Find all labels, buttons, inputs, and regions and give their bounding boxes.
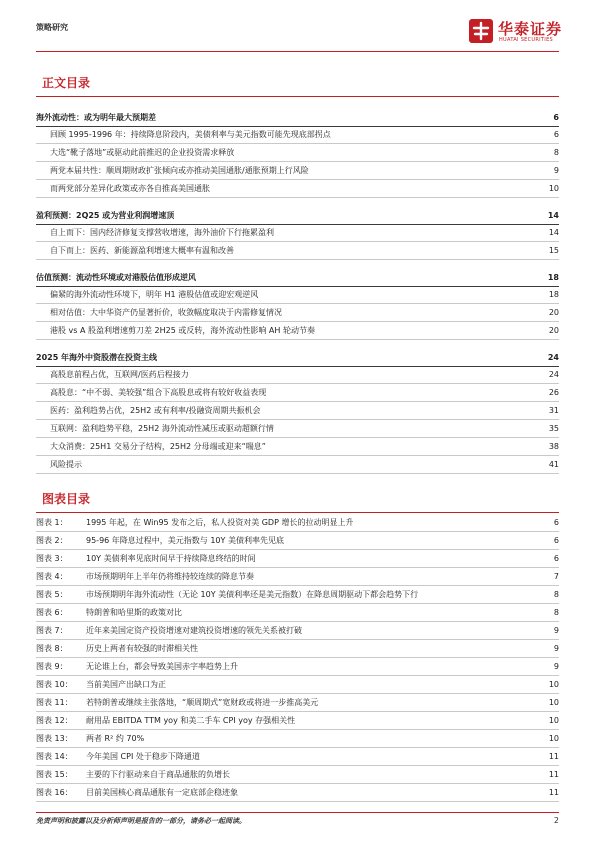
figure-list-row[interactable]	[36, 549, 559, 568]
toc-entry-text: 大选“靴子落地”或驱动此前推迟的企业投资需求释放	[50, 148, 235, 157]
toc-subsection-row[interactable]	[36, 402, 559, 420]
figure-list-row[interactable]	[36, 531, 559, 550]
figure-list-row[interactable]	[36, 783, 559, 802]
figure-list-row[interactable]	[36, 513, 559, 532]
figure-caption: 1995 年起，在 Win95 发布之后，私人投资对美 GDP 增长的拉动明显上升	[86, 517, 354, 527]
toc-entry-page: 24	[547, 352, 559, 362]
toc-entry-page: 31	[548, 406, 559, 415]
figure-list-row[interactable]	[36, 567, 559, 586]
toc-subsection-row[interactable]	[36, 420, 559, 438]
figure-page: 7	[553, 571, 559, 581]
figure-caption: 10Y 美债利率见底时间早于持续降息终结的时间	[86, 553, 256, 563]
figure-page: 9	[553, 625, 559, 635]
toc-entry-text: 而两党部分差异化政策或亦各自推高美国通胀	[50, 184, 210, 193]
toc-entry-text: 2025 年海外中资股潜在投资主线	[36, 352, 158, 362]
toc-entry-page: 9	[553, 166, 559, 175]
figure-label: 图表 7：	[36, 625, 68, 635]
figure-label: 图表 8：	[36, 643, 68, 653]
figure-label: 图表 16：	[36, 787, 73, 797]
figure-label: 图表 13：	[36, 733, 73, 743]
figure-caption: 今年美国 CPI 处于稳步下降通道	[86, 751, 200, 761]
toc-entry-page: 20	[548, 308, 559, 317]
figure-page: 10	[548, 715, 559, 725]
figure-list-row[interactable]	[36, 639, 559, 658]
toc-entry-text: 医药：盈利趋势占优，25H2 或有利率/投融资周期共振机会	[50, 406, 261, 415]
toc-subsection-row[interactable]	[36, 126, 559, 144]
toc-entry-page: 26	[548, 388, 559, 397]
figure-caption: 95-96 年降息过程中，美元指数与 10Y 美债利率先见底	[86, 535, 284, 545]
figure-caption: 近年来美国定资产投资增速对建筑投资增速的领先关系被打破	[86, 625, 302, 635]
toc-entry-text: 盈利预测：2Q25 或为营业利润增速顶	[36, 210, 175, 220]
toc-entry-page: 38	[548, 442, 559, 451]
toc-subsection-row[interactable]	[36, 144, 559, 162]
figure-list-row[interactable]	[36, 603, 559, 622]
toc-section-row[interactable]	[36, 268, 559, 287]
figure-list-row[interactable]	[36, 747, 559, 766]
toc-subsection-row[interactable]	[36, 242, 559, 260]
toc-entry-page: 18	[548, 290, 559, 299]
figure-page: 8	[553, 607, 559, 617]
toc-subsection-row[interactable]	[36, 224, 559, 242]
toc-entry-text: 海外流动性：或为明年最大预期差	[36, 112, 156, 122]
toc-entry-text: 估值预测：流动性环境或对港股估值形成逆风	[36, 272, 196, 282]
toc-entry-text: 大众消费：25H1 交易分子结构，25H2 分母端或迎来“喘息”	[50, 442, 266, 451]
toc-subsection-row[interactable]	[36, 366, 559, 384]
toc-subsection-row[interactable]	[36, 456, 559, 474]
figure-list-row[interactable]	[36, 621, 559, 640]
toc-entry-text: 互联网：盈利趋势平稳，25H2 海外流动性减压或驱动超额行情	[50, 424, 274, 433]
toc-subsection-row[interactable]	[36, 286, 559, 304]
toc-subsection-row[interactable]	[36, 322, 559, 340]
figure-caption: 当前美国产出缺口为正	[86, 679, 166, 689]
toc-section-row[interactable]	[36, 206, 559, 225]
figure-caption: 目前美国核心商品通胀有一定底部企稳迹象	[86, 787, 238, 797]
figure-page: 10	[548, 733, 559, 743]
toc-entry-text: 风险提示	[50, 460, 82, 469]
figure-list-row[interactable]	[36, 765, 559, 784]
toc-entry-page: 18	[547, 272, 559, 282]
figure-label: 图表 2：	[36, 535, 68, 545]
figure-label: 图表 14：	[36, 751, 73, 761]
toc-subsection-row[interactable]	[36, 384, 559, 402]
toc-entry-text: 自下而上：医药、新能源盈利增速大概率有温和改善	[50, 246, 234, 255]
figure-label: 图表 4：	[36, 571, 68, 581]
figure-label: 图表 3：	[36, 553, 68, 563]
figure-list-row[interactable]	[36, 657, 559, 676]
figures-title: 图表目录	[42, 492, 91, 506]
toc-entry-text: 偏紧的海外流动性环境下，明年 H1 港股估值或迎宏观逆风	[50, 290, 259, 299]
toc-entry-page: 6	[553, 130, 559, 139]
toc-entry-text: 回顾 1995-1996 年：持续降息阶段内，美债利率与美元指数可能先现底部拐点	[50, 130, 331, 139]
figure-page: 10	[548, 697, 559, 707]
figure-label: 图表 12：	[36, 715, 73, 725]
page-number: 2	[553, 816, 559, 825]
header-divider	[36, 51, 559, 52]
logo-text-en: HUATAI SECURITIES	[499, 37, 553, 43]
figure-page: 6	[553, 535, 559, 545]
toc-entry-page: 15	[548, 246, 559, 255]
figure-page: 9	[553, 643, 559, 653]
figure-list-row[interactable]	[36, 729, 559, 748]
toc-entry-text: 相对估值：大中华资产仍显著折价，收敛幅度取决于内需修复情况	[50, 308, 282, 317]
figure-caption: 主要的下行驱动来自于商品通胀的负增长	[86, 769, 230, 779]
toc-title-rule	[36, 96, 559, 97]
figure-caption: 耐用品 EBITDA TTM yoy 和美二手车 CPI yoy 存强相关性	[86, 715, 296, 725]
toc-entry-text: 自上而下：国内经济修复支撑营收增速，海外油价下行拖累盈利	[50, 228, 274, 237]
figure-label: 图表 1：	[36, 517, 68, 527]
logo-text-cn: 华泰证券	[498, 20, 563, 38]
figure-caption: 特朗普和哈里斯的政策对比	[86, 607, 182, 617]
figure-page: 11	[548, 751, 559, 761]
toc-entry-page: 20	[548, 326, 559, 335]
toc-subsection-row[interactable]	[36, 304, 559, 322]
figure-list-row[interactable]	[36, 693, 559, 712]
figure-list-row[interactable]	[36, 711, 559, 730]
figure-list-row[interactable]	[36, 585, 559, 604]
toc-entry-page: 24	[548, 370, 559, 379]
figure-caption: 历史上两者有较强的时滞相关性	[86, 643, 198, 653]
figure-caption: 无论谁上台，都会导致美国赤字率趋势上升	[86, 661, 238, 671]
footer-disclaimer: 免责声明和披露以及分析师声明是报告的一部分，请务必一起阅读。	[36, 817, 246, 825]
toc-entry-text: 港股 vs A 股盈利增速剪刀差 2H25 或反转，海外流动性影响 AH 轮动节奏	[50, 326, 315, 335]
figure-page: 10	[548, 679, 559, 689]
figure-page: 6	[553, 517, 559, 527]
header-section-label: 策略研究	[36, 23, 68, 32]
figure-label: 图表 6：	[36, 607, 68, 617]
toc-entry-page: 6	[553, 112, 559, 122]
figure-caption: 市场预期明年海外流动性（无论 10Y 美债利率还是美元指数）在降息周期驱动下都会趋势下行	[86, 589, 419, 599]
figure-page: 6	[553, 553, 559, 563]
figure-caption: 市场预期明年上半年仍将维持较连续的降息节奏	[86, 571, 254, 581]
toc-entry-page: 8	[553, 148, 559, 157]
toc-subsection-row[interactable]	[36, 180, 559, 198]
figure-page: 11	[548, 769, 559, 779]
figure-caption: 两者 R² 约 70%	[86, 733, 145, 743]
toc-subsection-row[interactable]	[36, 162, 559, 180]
figure-label: 图表 15：	[36, 769, 73, 779]
toc-entry-page: 14	[548, 228, 559, 237]
toc-entry-page: 10	[548, 184, 559, 193]
figure-label: 图表 5：	[36, 589, 68, 599]
figure-label: 图表 10：	[36, 679, 73, 689]
toc-entry-page: 41	[548, 460, 559, 469]
toc-section-row[interactable]	[36, 348, 559, 367]
figure-label: 图表 9：	[36, 661, 68, 671]
toc-entry-page: 14	[547, 210, 559, 220]
toc-entry-text: 两党本届共性：顺周期财政扩张倾向或亦推动美国通胀/通胀预期上行风险	[50, 166, 309, 175]
figure-label: 图表 11：	[36, 697, 73, 707]
toc-entry-page: 35	[548, 424, 559, 433]
huatai-logo-icon	[468, 18, 494, 44]
footer-divider	[36, 812, 559, 813]
company-logo	[468, 16, 570, 50]
figure-list-row[interactable]	[36, 675, 559, 694]
toc-entry-text: 高股息前程占优，互联网/医药后程接力	[50, 370, 189, 379]
figure-page: 8	[553, 589, 559, 599]
toc-subsection-row[interactable]	[36, 438, 559, 456]
toc-section-row[interactable]	[36, 108, 559, 127]
figure-caption: 若特朗普或继续主张落地，“顺周期式”宽财政或将进一步推高美元	[86, 697, 319, 707]
toc-entry-text: 高股息：“中不弱、美较强”组合下高股息或将有较好收益表现	[50, 388, 267, 397]
toc-title: 正文目录	[42, 76, 91, 90]
figure-page: 11	[548, 787, 559, 797]
figure-page: 9	[553, 661, 559, 671]
